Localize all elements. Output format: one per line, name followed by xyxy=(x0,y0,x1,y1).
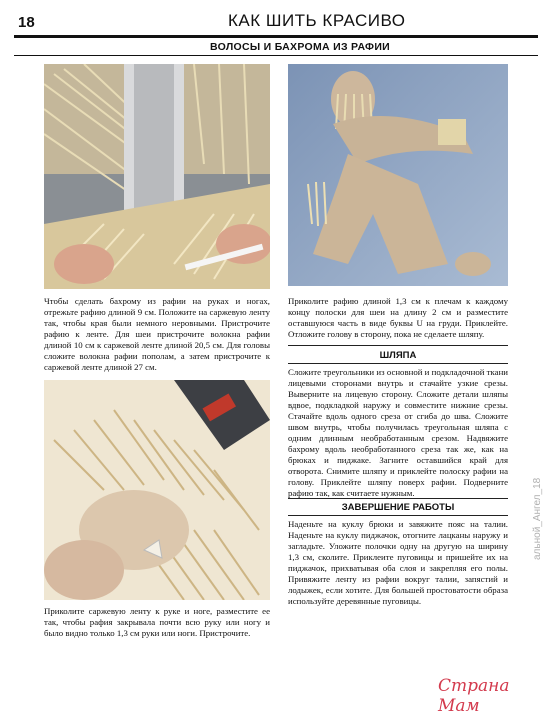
page-number: 18 xyxy=(18,14,35,31)
side-watermark: альной_Ангел_18 xyxy=(532,477,543,560)
finish-heading: ЗАВЕРШЕНИЕ РАБОТЫ xyxy=(341,502,455,513)
book-title: КАК ШИТЬ КРАСИВО xyxy=(228,11,406,30)
right-paragraph-1 xyxy=(288,296,508,340)
finish-top-rule xyxy=(288,498,508,499)
left-paragraph-2 xyxy=(44,606,270,639)
section-title: ВОЛОСЫ И БАХРОМА ИЗ РАФИИ xyxy=(210,41,391,53)
hat-top-rule xyxy=(288,345,508,346)
finish-bottom-rule xyxy=(288,515,508,516)
raffia-doll-photo xyxy=(288,64,508,286)
hat-instructions-text: Сложите треугольники из основной и подкладочной ткани лицевыми сторонами внутрь и стачайте узкие срезы. Выверните на лицевую сторону. Сложите детали шляпы вдвое, подкладкой наружу и совместите нижние срезы. Стачайте вдоль одного среза от сгиба до шва. Сложите швом внутрь, чтобы получилась треугольная шляпа с одним длинным необработанным срезом. Надвяжите бахрому вдоль необработанного среза так же, как на брюках и пиджаке. Загните оставшийся край для отворота. Снимите шляпу и приклейте полоску рафии на голову. Приклейте шляпу поверх рафии. Подверните рафию так, как считаете нужным. xyxy=(288,367,508,498)
raffia-arm-photo xyxy=(44,380,270,600)
finish-instructions-text: Наденьте на куклу брюки и завяжите пояс на талии. Наденьте на куклу пиджачок, отогните лацканы наружу и загладьте. Уложите полочки одну на другую на ширину 1,3 см, сколите. Приклеите пуговицы и пришейте их на пиджачок, прихватывая оба слоя и закрепляя его полы. Привяжите ленту из рафии вокруг талии, запястий и лодыжек, если хотите. Для большей простоватости образа используйте деревянные пуговицы. xyxy=(288,519,508,606)
hat-heading: ШЛЯПА xyxy=(379,350,417,361)
site-logo-watermark: Страна Мам xyxy=(438,676,510,716)
sewing-machine-photo xyxy=(44,64,270,289)
finish-instructions xyxy=(288,519,508,607)
right-paragraph-1-text: Приколите рафию длиной 1,3 см к плечам к каждому концу полоски для шеи на длину 2 см и разместите оставшуюся часть в виде буквы U на груди. Приклейте. Отложите голову в сторону, пока не сделаете шляпу. xyxy=(288,296,508,339)
hat-instructions xyxy=(288,367,508,499)
left-paragraph-1 xyxy=(44,296,270,373)
section-rule xyxy=(14,55,538,56)
hat-bottom-rule xyxy=(288,363,508,364)
header-rule xyxy=(14,35,538,38)
left-paragraph-2-text: Приколите саржевую ленту к руке и ноге, разместите ее так, чтобы рафия закрывала почти всю руку или ногу и было видно только 1,3 см руки или ноги. Пристрочите. xyxy=(44,606,270,638)
left-paragraph-1-text: Чтобы сделать бахрому из рафии на руках и ногах, отрежьте рафию длиной 9 см. Положите на саржевую ленту так, чтобы края были немного неровными. Пристрочите рафию к ленте. Для шеи пристрочите волокна рафии длиной 10 см к саржевой ленте длиной 20,5 см. Для головы сложите волокна рафии пополам, а затем пристрочите к саржевой ленте длиной 27 см. xyxy=(44,296,270,372)
